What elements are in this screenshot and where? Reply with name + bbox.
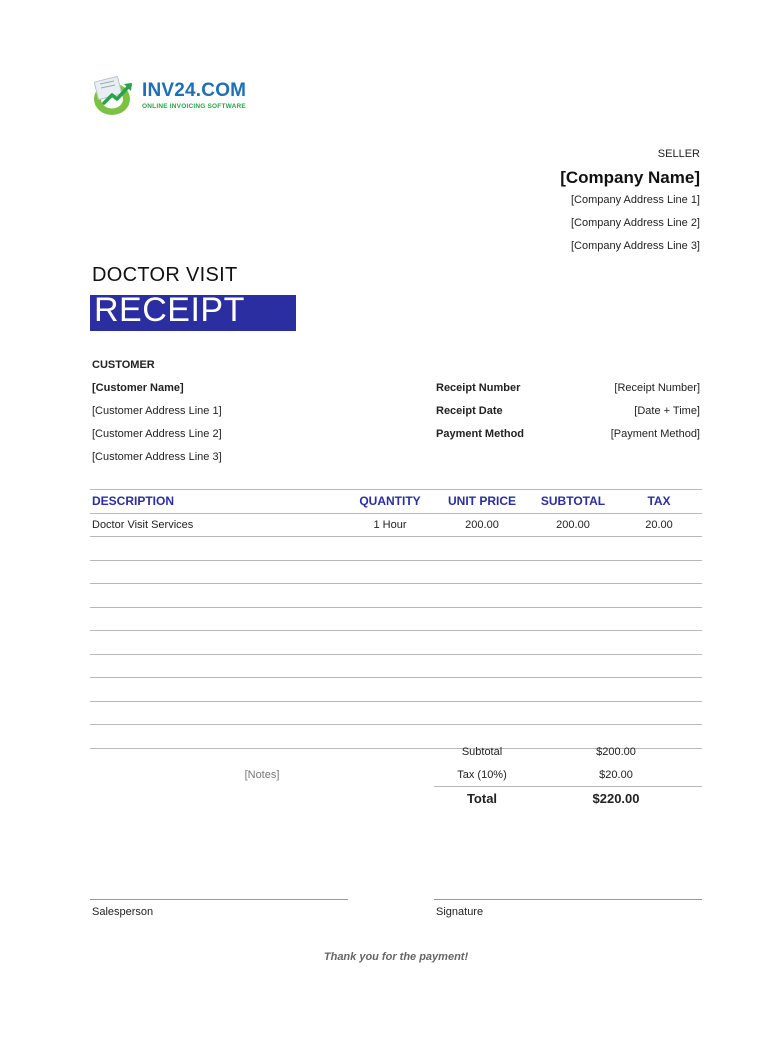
cell-quantity: 1 Hour bbox=[373, 518, 407, 531]
total-divider bbox=[434, 786, 702, 787]
notes: [Notes] bbox=[244, 769, 280, 781]
header-tax: TAX bbox=[647, 494, 671, 508]
cell-description: Doctor Visit Services bbox=[92, 518, 194, 531]
table-row bbox=[90, 607, 702, 631]
signature-label: Signature bbox=[436, 906, 484, 918]
table-row bbox=[90, 583, 702, 607]
payment-method-value: [Payment Method] bbox=[610, 428, 700, 440]
table-row bbox=[90, 701, 702, 725]
salesperson-label: Salesperson bbox=[92, 906, 154, 918]
company-address-line-3: [Company Address Line 3] bbox=[570, 240, 700, 252]
company-address-line-2: [Company Address Line 2] bbox=[570, 217, 700, 229]
customer-address-line-2: [Customer Address Line 2] bbox=[92, 428, 222, 440]
table-row bbox=[90, 560, 702, 584]
receipt-date-value: [Date + Time] bbox=[634, 405, 700, 417]
header-unit-price: UNIT PRICE bbox=[447, 494, 516, 508]
cell-unit-price: 200.00 bbox=[465, 518, 499, 531]
header-description: DESCRIPTION bbox=[92, 494, 175, 508]
thank-you-footer: Thank you for the payment! bbox=[323, 951, 469, 963]
logo-icon bbox=[90, 73, 140, 117]
customer-address-line-3: [Customer Address Line 3] bbox=[92, 451, 222, 463]
line-items-table bbox=[90, 489, 702, 749]
header-subtotal: SUBTOTAL bbox=[540, 494, 606, 508]
document-type: DOCTOR VISIT bbox=[92, 264, 238, 286]
tax-label: Tax (10%) bbox=[457, 769, 507, 781]
document-title: RECEIPT bbox=[94, 291, 245, 329]
table-row bbox=[90, 630, 702, 654]
total-label: Total bbox=[466, 791, 498, 806]
customer-label: CUSTOMER bbox=[92, 359, 155, 371]
payment-method-label: Payment Method bbox=[436, 428, 525, 440]
receipt-number-value: [Receipt Number] bbox=[614, 382, 700, 394]
header-quantity: QUANTITY bbox=[359, 494, 421, 508]
tax-value: $20.00 bbox=[599, 769, 633, 781]
logo-brand: INV24.COM bbox=[142, 80, 247, 101]
cell-subtotal: 200.00 bbox=[556, 518, 590, 531]
table-row bbox=[90, 513, 702, 537]
receipt-number-label: Receipt Number bbox=[436, 382, 521, 394]
cell-tax: 20.00 bbox=[645, 518, 673, 531]
seller-label: SELLER bbox=[657, 148, 700, 160]
subtotal-value: $200.00 bbox=[596, 746, 636, 758]
company-name: [Company Name] bbox=[560, 168, 700, 187]
customer-address-line-1: [Customer Address Line 1] bbox=[92, 405, 222, 417]
table-row bbox=[90, 724, 702, 748]
table-row bbox=[90, 654, 702, 678]
table-row bbox=[90, 677, 702, 701]
table-header bbox=[90, 489, 702, 513]
total-value: $220.00 bbox=[592, 791, 640, 806]
customer-name: [Customer Name] bbox=[92, 382, 184, 394]
signature-line bbox=[434, 899, 702, 900]
receipt-date-label: Receipt Date bbox=[436, 405, 503, 417]
logo-tagline: ONLINE INVOICING SOFTWARE bbox=[142, 103, 246, 110]
table-row bbox=[90, 536, 702, 560]
company-address-line-1: [Company Address Line 1] bbox=[570, 194, 700, 206]
subtotal-label: Subtotal bbox=[461, 746, 503, 758]
salesperson-signature-line bbox=[90, 899, 348, 900]
